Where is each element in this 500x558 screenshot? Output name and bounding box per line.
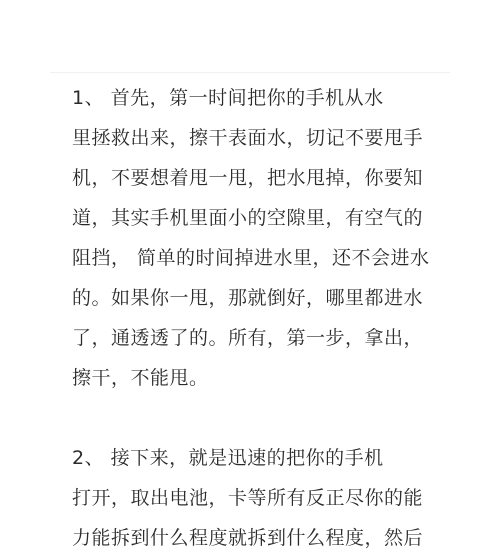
article-body: [72, 78, 440, 558]
paragraph-step-1: 1、 首先，第一时间把你的手机从水 里拯救出来，擦干表面水，切记不要甩手 机，不要想着甩一甩，把水甩掉，你要知 道，其实手机里面小的空隙里，有空气的 阻挡， 简单的时间掉进水里，还不会进水 的。如果你一甩，那就倒好，哪里都进水 了，通透透了的。所有，第一步，拿出， 擦干，不能甩。: [72, 87, 430, 389]
paragraph-step-2: 2、 接下来，就是迅速的把你的手机 打开，取出电池，卡等所有反正尽你的能 力能拆到什么程度就拆到什么程度，然后: [72, 447, 424, 549]
top-divider: [50, 72, 450, 73]
